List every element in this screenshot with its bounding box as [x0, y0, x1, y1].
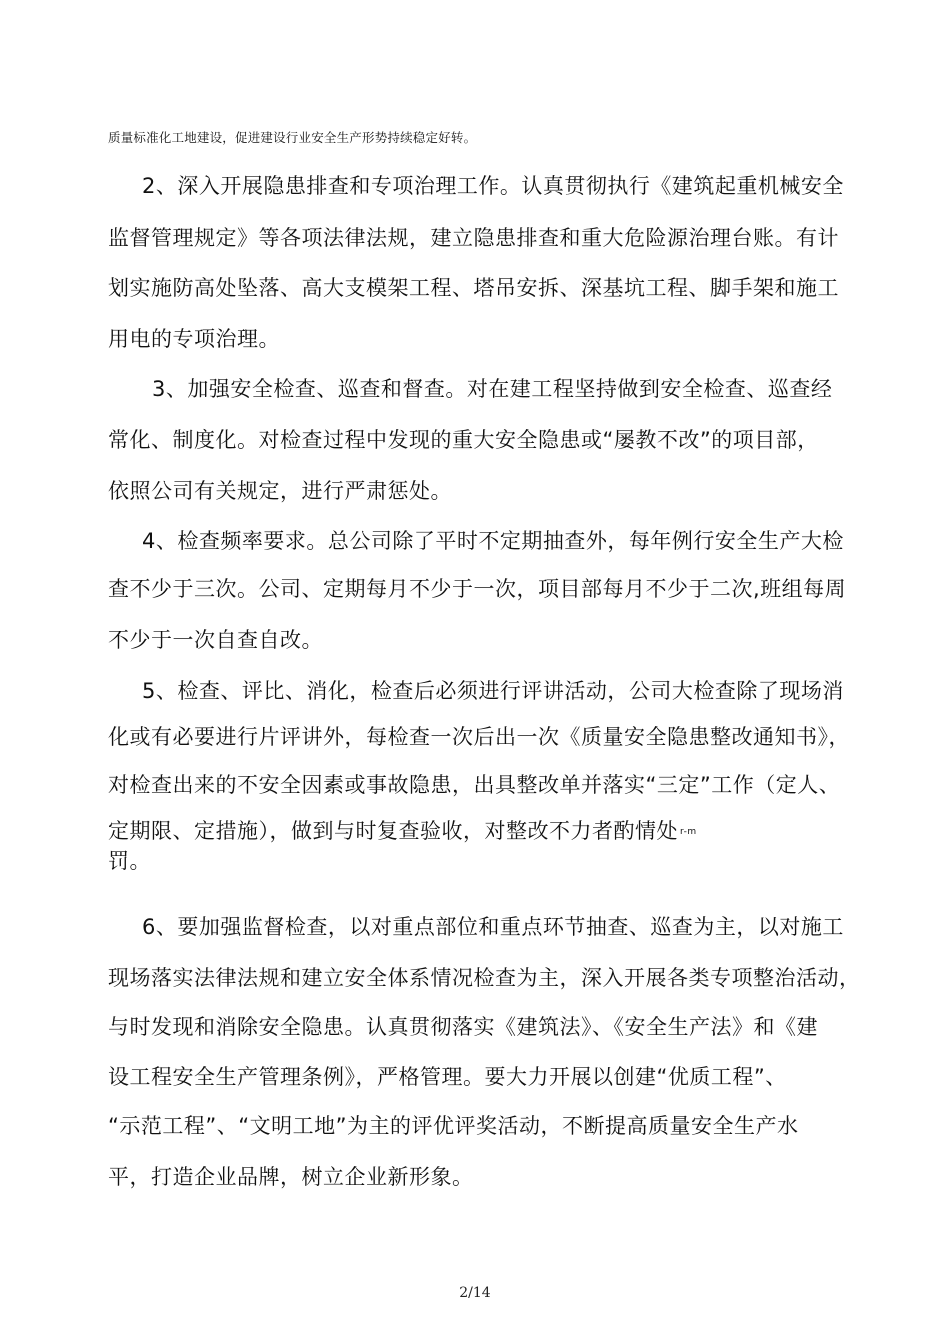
text-line: 化或有必要进行片评讲外，每检查一次后出一次《质量安全隐患整改通知书》， — [108, 725, 850, 749]
text-line-content: 定期限、定措施），做到与时复查验收，对整改不力者酌情处 — [108, 819, 678, 843]
text-line: 平，打造企业品牌，树立企业新形象。 — [108, 1165, 474, 1189]
paragraph-2-line-1: 2、深入开展隐患排查和专项治理工作。认真贯彻执行《建筑起重机械安全 — [142, 174, 844, 198]
text-line: 设工程安全生产管理条例》，严格管理。要大力开展以创建“优质工程”、 — [108, 1065, 787, 1089]
text-line: 常化、制度化。对检查过程中发现的重大安全隐患或“屡教不改”的项目部， — [108, 428, 819, 452]
text-line: 罚。 — [108, 849, 151, 873]
page-number: 2/14 — [459, 1285, 491, 1301]
text-line: 不少于一次自查自改。 — [108, 628, 323, 652]
text-line: 划实施防高处坠落、高大支模架工程、塔吊安拆、深基坑工程、脚手架和施工 — [108, 276, 839, 300]
paragraph-6-line-1: 6、要加强监督检查，以对重点部位和重点环节抽查、巡查为主，以对施工 — [142, 915, 844, 939]
text-line: 现场落实法律法规和建立安全体系情况检查为主，深入开展各类专项整治活动， — [108, 966, 861, 990]
paragraph-4-line-1: 4、检查频率要求。总公司除了平时不定期抽查外，每年例行安全生产大检 — [142, 529, 844, 553]
paragraph-5-line-1: 5、检查、评比、消化，检查后必须进行评讲活动，公司大检查除了现场消 — [142, 679, 844, 703]
text-line: 质量标准化工地建设，促进建设行业安全生产形势持续稳定好转。 — [108, 130, 477, 145]
stray-mark: r-m — [680, 826, 697, 837]
text-line — [108, 821, 697, 842]
text-line: 依照公司有关规定，进行严肃惩处。 — [108, 479, 452, 503]
paragraph-3-line-1: 3、加强安全检查、巡查和督查。对在建工程坚持做到安全检查、巡查经 — [152, 377, 833, 401]
text-line: 监督管理规定》等各项法律法规，建立隐患排查和重大危险源治理台账。有计 — [108, 226, 839, 250]
text-line: 用电的专项治理。 — [108, 327, 280, 351]
text-line: “示范工程”、“文明工地”为主的评优评奖活动，不断提高质量安全生产水 — [108, 1114, 799, 1138]
text-line: 查不少于三次。公司、定期每月不少于一次，项目部每月不少于二次,班组每周 — [108, 577, 847, 601]
text-line: 对检查出来的不安全因素或事故隐患，出具整改单并落实“三定”工作（定人、 — [108, 773, 841, 797]
text-line: 与时发现和消除安全隐患。认真贯彻落实《建筑法》、《安全生产法》和《建 — [108, 1015, 818, 1039]
